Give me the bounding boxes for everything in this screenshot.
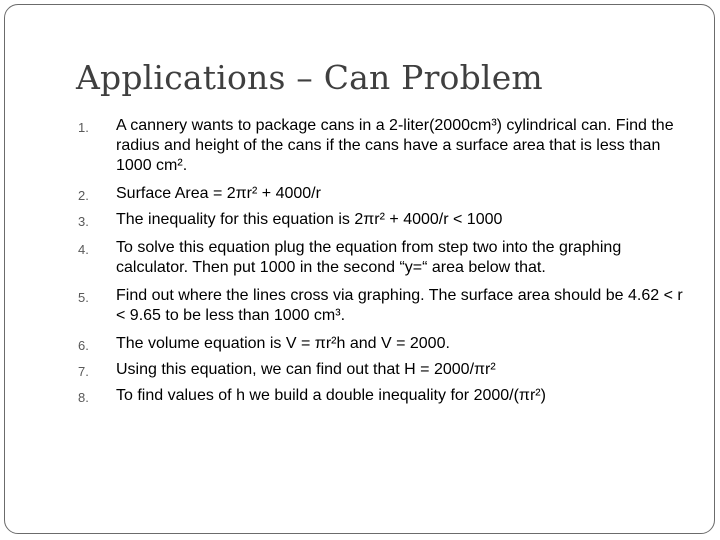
item-number: 6.	[78, 338, 89, 353]
numbered-list	[0, 116, 711, 414]
item-number: 2.	[78, 188, 89, 203]
item-number: 3.	[78, 214, 89, 229]
item-text: To solve this equation plug the equation from step two into the graphing calculator. Then put 1000 in the second “y=“ area below that.	[116, 239, 622, 276]
list-item	[0, 184, 711, 204]
list-item	[0, 334, 711, 354]
item-text: The volume equation is V = πr²h and V = 2000.	[116, 335, 450, 352]
item-number: 7.	[78, 364, 89, 379]
item-number: 4.	[78, 242, 89, 257]
list-item	[0, 386, 711, 406]
item-text: A cannery wants to package cans in a 2-liter(2000cm³) cylindrical can. Find the radius and height of the cans if the cans have a surface area that is less than 1000 cm².	[116, 117, 674, 174]
list-item	[0, 360, 711, 380]
list-item	[0, 116, 711, 176]
list-item	[0, 210, 711, 230]
item-text: To find values of h we build a double inequality for 2000/(πr²)	[116, 387, 546, 404]
item-number: 5.	[78, 290, 89, 305]
item-number: 8.	[78, 390, 89, 405]
list-item	[0, 286, 711, 326]
list-item	[0, 238, 711, 278]
item-text: The inequality for this equation is 2πr² + 4000/r < 1000	[116, 211, 503, 228]
item-number: 1.	[78, 120, 89, 135]
item-text: Surface Area = 2πr² + 4000/r	[116, 185, 321, 202]
item-text: Find out where the lines cross via graphing. The surface area should be 4.62 < r < 9.65 to be less than 1000 cm³.	[116, 287, 683, 324]
item-text: Using this equation, we can find out that H = 2000/πr²	[116, 361, 496, 378]
slide-title: Applications – Can Problem	[76, 58, 543, 97]
